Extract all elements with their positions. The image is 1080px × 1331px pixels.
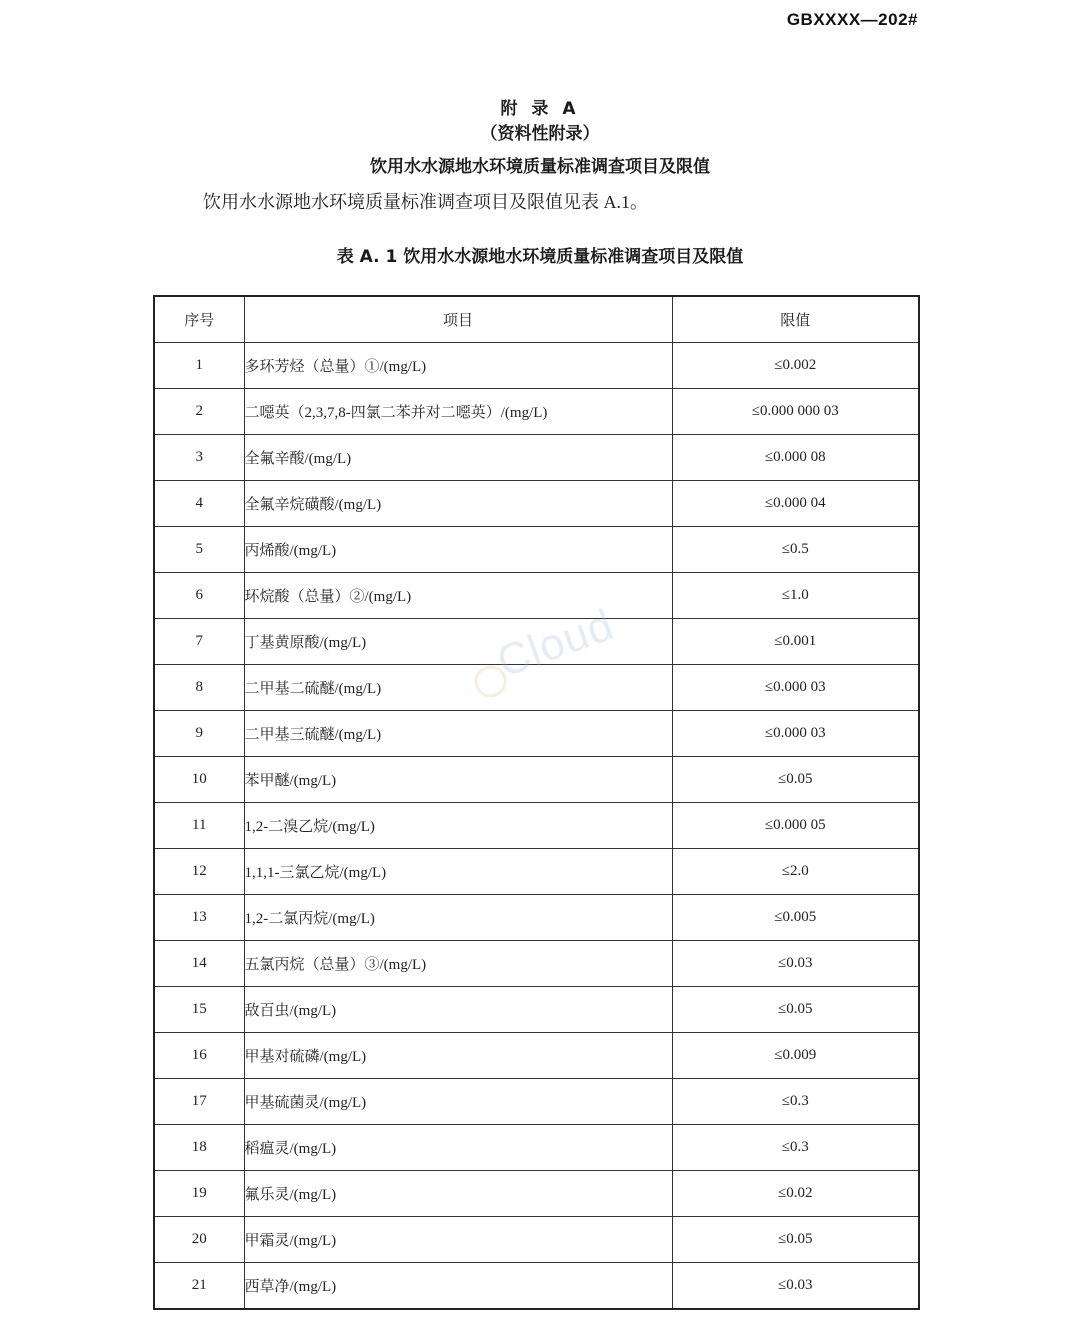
limits-table bbox=[153, 295, 920, 1310]
row-item: 五氯丙烷（总量）③/(mg/L) bbox=[244, 941, 672, 987]
table-row bbox=[154, 1217, 919, 1263]
row-number: 10 bbox=[154, 757, 244, 803]
row-number: 9 bbox=[154, 711, 244, 757]
table-row bbox=[154, 619, 919, 665]
table-row bbox=[154, 573, 919, 619]
row-item: 二甲基三硫醚/(mg/L) bbox=[244, 711, 672, 757]
row-item: 1,2-二溴乙烷/(mg/L) bbox=[244, 803, 672, 849]
row-limit: ≤0.05 bbox=[672, 757, 919, 803]
table-row bbox=[154, 941, 919, 987]
header-item: 项目 bbox=[244, 296, 672, 343]
row-item: 西草净/(mg/L) bbox=[244, 1263, 672, 1310]
row-item: 1,2-二氯丙烷/(mg/L) bbox=[244, 895, 672, 941]
row-item: 甲基硫菌灵/(mg/L) bbox=[244, 1079, 672, 1125]
table-row bbox=[154, 1033, 919, 1079]
row-number: 13 bbox=[154, 895, 244, 941]
table-row bbox=[154, 987, 919, 1033]
header-no: 序号 bbox=[154, 296, 244, 343]
table-row bbox=[154, 343, 919, 389]
table-row bbox=[154, 1263, 919, 1310]
row-item: 稻瘟灵/(mg/L) bbox=[244, 1125, 672, 1171]
row-limit: ≤1.0 bbox=[672, 573, 919, 619]
row-limit: ≤0.000 03 bbox=[672, 711, 919, 757]
row-item: 多环芳烃（总量）①/(mg/L) bbox=[244, 343, 672, 389]
row-limit: ≤0.001 bbox=[672, 619, 919, 665]
row-limit: ≤0.03 bbox=[672, 941, 919, 987]
table-row bbox=[154, 803, 919, 849]
row-limit: ≤0.03 bbox=[672, 1263, 919, 1310]
row-limit: ≤0.3 bbox=[672, 1079, 919, 1125]
row-limit: ≤0.3 bbox=[672, 1125, 919, 1171]
table-row bbox=[154, 757, 919, 803]
table-row bbox=[154, 849, 919, 895]
row-number: 15 bbox=[154, 987, 244, 1033]
row-limit: ≤0.02 bbox=[672, 1171, 919, 1217]
table-caption: 表 A. 1 饮用水水源地水环境质量标准调查项目及限值 bbox=[336, 247, 744, 267]
row-number: 19 bbox=[154, 1171, 244, 1217]
row-item: 氟乐灵/(mg/L) bbox=[244, 1171, 672, 1217]
row-item: 丁基黄原酸/(mg/L) bbox=[244, 619, 672, 665]
standard-code: GBXXXX—202# bbox=[786, 10, 918, 29]
row-number: 8 bbox=[154, 665, 244, 711]
table-row bbox=[154, 1079, 919, 1125]
row-number: 18 bbox=[154, 1125, 244, 1171]
header-limit: 限值 bbox=[672, 296, 919, 343]
row-limit: ≤0.5 bbox=[672, 527, 919, 573]
table-row bbox=[154, 435, 919, 481]
row-number: 7 bbox=[154, 619, 244, 665]
table-row bbox=[154, 1171, 919, 1217]
row-limit: ≤0.05 bbox=[672, 987, 919, 1033]
row-limit: ≤0.000 03 bbox=[672, 665, 919, 711]
table-header-row bbox=[154, 296, 919, 343]
watermark-text: Cloud bbox=[490, 599, 621, 687]
row-item: 甲霜灵/(mg/L) bbox=[244, 1217, 672, 1263]
row-limit: ≤0.000 04 bbox=[672, 481, 919, 527]
row-limit: ≤0.000 08 bbox=[672, 435, 919, 481]
row-item: 全氟辛酸/(mg/L) bbox=[244, 435, 672, 481]
row-number: 2 bbox=[154, 389, 244, 435]
table-row bbox=[154, 527, 919, 573]
table-row bbox=[154, 481, 919, 527]
row-number: 6 bbox=[154, 573, 244, 619]
appendix-heading: 饮用水水源地水环境质量标准调查项目及限值 bbox=[370, 157, 710, 177]
row-limit: ≤0.000 000 03 bbox=[672, 389, 919, 435]
table-row bbox=[154, 389, 919, 435]
row-number: 3 bbox=[154, 435, 244, 481]
row-limit: ≤0.005 bbox=[672, 895, 919, 941]
row-number: 5 bbox=[154, 527, 244, 573]
row-number: 21 bbox=[154, 1263, 244, 1310]
table-body bbox=[154, 343, 919, 1310]
row-number: 17 bbox=[154, 1079, 244, 1125]
table-row bbox=[154, 1125, 919, 1171]
row-number: 4 bbox=[154, 481, 244, 527]
row-number: 14 bbox=[154, 941, 244, 987]
row-item: 二噁英（2,3,7,8-四氯二苯并对二噁英）/(mg/L) bbox=[244, 389, 672, 435]
row-number: 20 bbox=[154, 1217, 244, 1263]
row-item: 环烷酸（总量）②/(mg/L) bbox=[244, 573, 672, 619]
table-row bbox=[154, 895, 919, 941]
row-limit: ≤0.000 05 bbox=[672, 803, 919, 849]
row-number: 12 bbox=[154, 849, 244, 895]
row-item: 丙烯酸/(mg/L) bbox=[244, 527, 672, 573]
table-row bbox=[154, 665, 919, 711]
row-number: 11 bbox=[154, 803, 244, 849]
row-limit: ≤0.002 bbox=[672, 343, 919, 389]
row-number: 16 bbox=[154, 1033, 244, 1079]
row-item: 敌百虫/(mg/L) bbox=[244, 987, 672, 1033]
row-item: 二甲基二硫醚/(mg/L) bbox=[244, 665, 672, 711]
row-limit: ≤0.009 bbox=[672, 1033, 919, 1079]
table-row bbox=[154, 711, 919, 757]
row-item: 苯甲醚/(mg/L) bbox=[244, 757, 672, 803]
intro-paragraph: 饮用水水源地水环境质量标准调查项目及限值见表 A.1。 bbox=[203, 192, 648, 212]
row-limit: ≤2.0 bbox=[672, 849, 919, 895]
row-item: 全氟辛烷磺酸/(mg/L) bbox=[244, 481, 672, 527]
row-item: 1,1,1-三氯乙烷/(mg/L) bbox=[244, 849, 672, 895]
appendix-title: 附 录 A bbox=[500, 99, 580, 119]
row-limit: ≤0.05 bbox=[672, 1217, 919, 1263]
row-item: 甲基对硫磷/(mg/L) bbox=[244, 1033, 672, 1079]
appendix-note: （资料性附录） bbox=[480, 124, 600, 144]
row-number: 1 bbox=[154, 343, 244, 389]
